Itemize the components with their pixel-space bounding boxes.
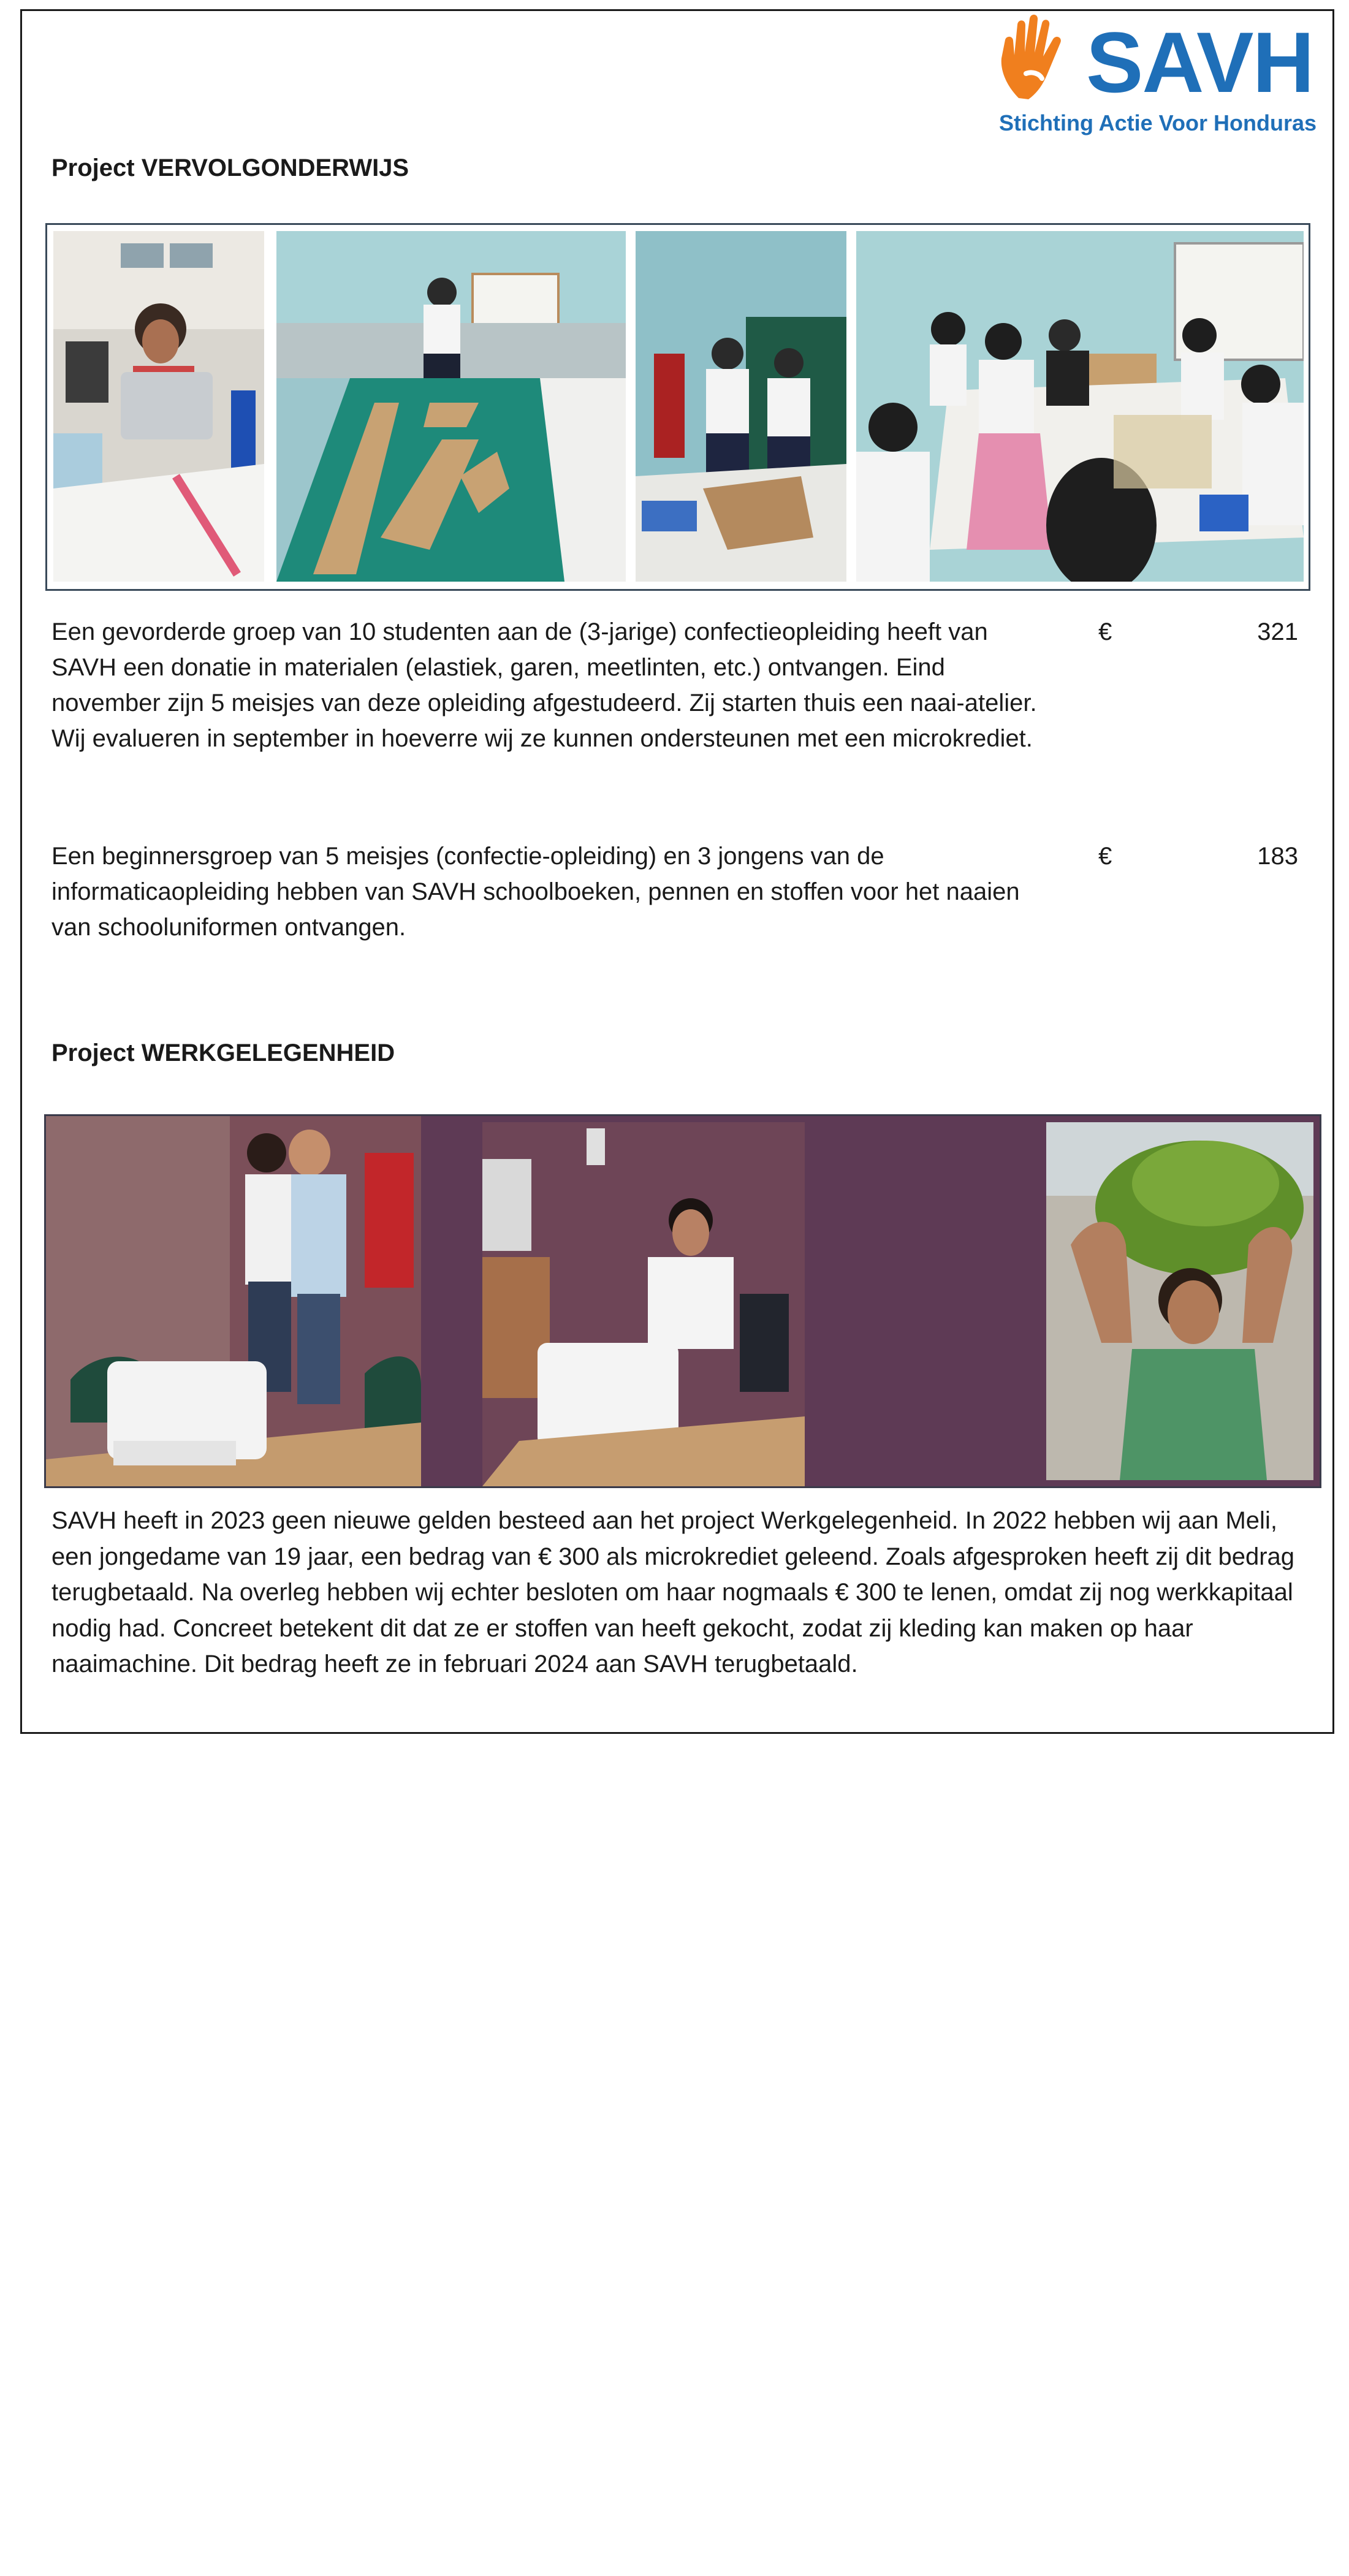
toekomst-letter: T — [948, 2246, 968, 2281]
hand-icon — [994, 12, 1086, 104]
sewing-girl-photo — [53, 231, 264, 582]
section-title-vervolgonderwijs: Project VERVOLGONDERWIJS — [51, 154, 409, 181]
paragraph-beginners-group: Een beginnersgroep van 5 meisjes (confectie-opleiding) en 3 jongens van de informaticaopleiding hebben van SAVH schoolboeken, pennen en stoffen voor het naaien van schooluniformen ontvangen. — [51, 843, 1020, 941]
toekomst-letter: S — [947, 2496, 969, 2531]
logo-wordmark: SAVH — [1086, 14, 1313, 110]
paragraph-werkgelegenheid: SAVH heeft in 2023 geen nieuwe gelden besteed aan het project Werkgelegenheid. In 2022 hebben wij aan Meli, een jongedame van 19 jaar, een bedrag van € 300 als microkrediet geleend. Zoals afgesproken heeft zij dit bedrag terugbetaald. Na overleg hebben wij echter besloten om haar nogmaals € 300 te lenen, omdat zij nog werkkapitaal nodig had. Concreet betekent dit dat ze er stoffen van heeft gekocht, zodat zij kleding kan maken op haar naaimachine. Dit bedrag heeft ze in februari 2024 aan SAVH terugbetaald. — [51, 1507, 1295, 1677]
fitting-photo — [636, 231, 846, 582]
pattern-table-photo — [276, 231, 626, 582]
two-women-sewing-machine-photo — [46, 1116, 421, 1486]
logo-subtitle: Stichting Actie Voor Honduras — [999, 110, 1317, 135]
amount-1: 321 — [1257, 618, 1298, 645]
toekomst-vertical-label — [915, 2243, 1001, 2576]
photo-strip-vervolgonderwijs — [45, 223, 1310, 591]
paragraph-advanced-group: Een gevorderde groep van 10 studenten aan de (3-jarige) confectieopleiding heeft van SAVH een donatie in materialen (elastiek, garen, meetlinten, etc.) ontvangen. Eind november zijn 5 meisjes van deze opleiding afgestudeerd. Zij starten thuis een naai-atelier. Wij evalueren in september in hoeverre wij ze kunnen ondersteunen met een microkrediet. — [51, 618, 1037, 752]
amount-2: 183 — [1257, 843, 1298, 870]
currency-symbol-2: € — [1098, 843, 1112, 870]
craft-group-photo — [856, 231, 1304, 582]
toekomst-letter: O — [945, 2287, 971, 2323]
toekomst-letter: O — [945, 2412, 971, 2448]
section-title-werkgelegenheid: Project WERKGELEGENHEID — [51, 1039, 395, 1066]
toekomst-letter: T — [948, 2537, 968, 2573]
toekomst-letter: E — [947, 2329, 969, 2365]
girl-carrying-bananas-photo — [1046, 1122, 1313, 1480]
savh-logo — [994, 12, 1317, 141]
woman-at-sewing-machine-photo — [482, 1122, 805, 1486]
currency-symbol-1: € — [1098, 618, 1112, 645]
toekomst-letter: K — [947, 2371, 969, 2406]
toekomst-letter: M — [944, 2454, 971, 2490]
